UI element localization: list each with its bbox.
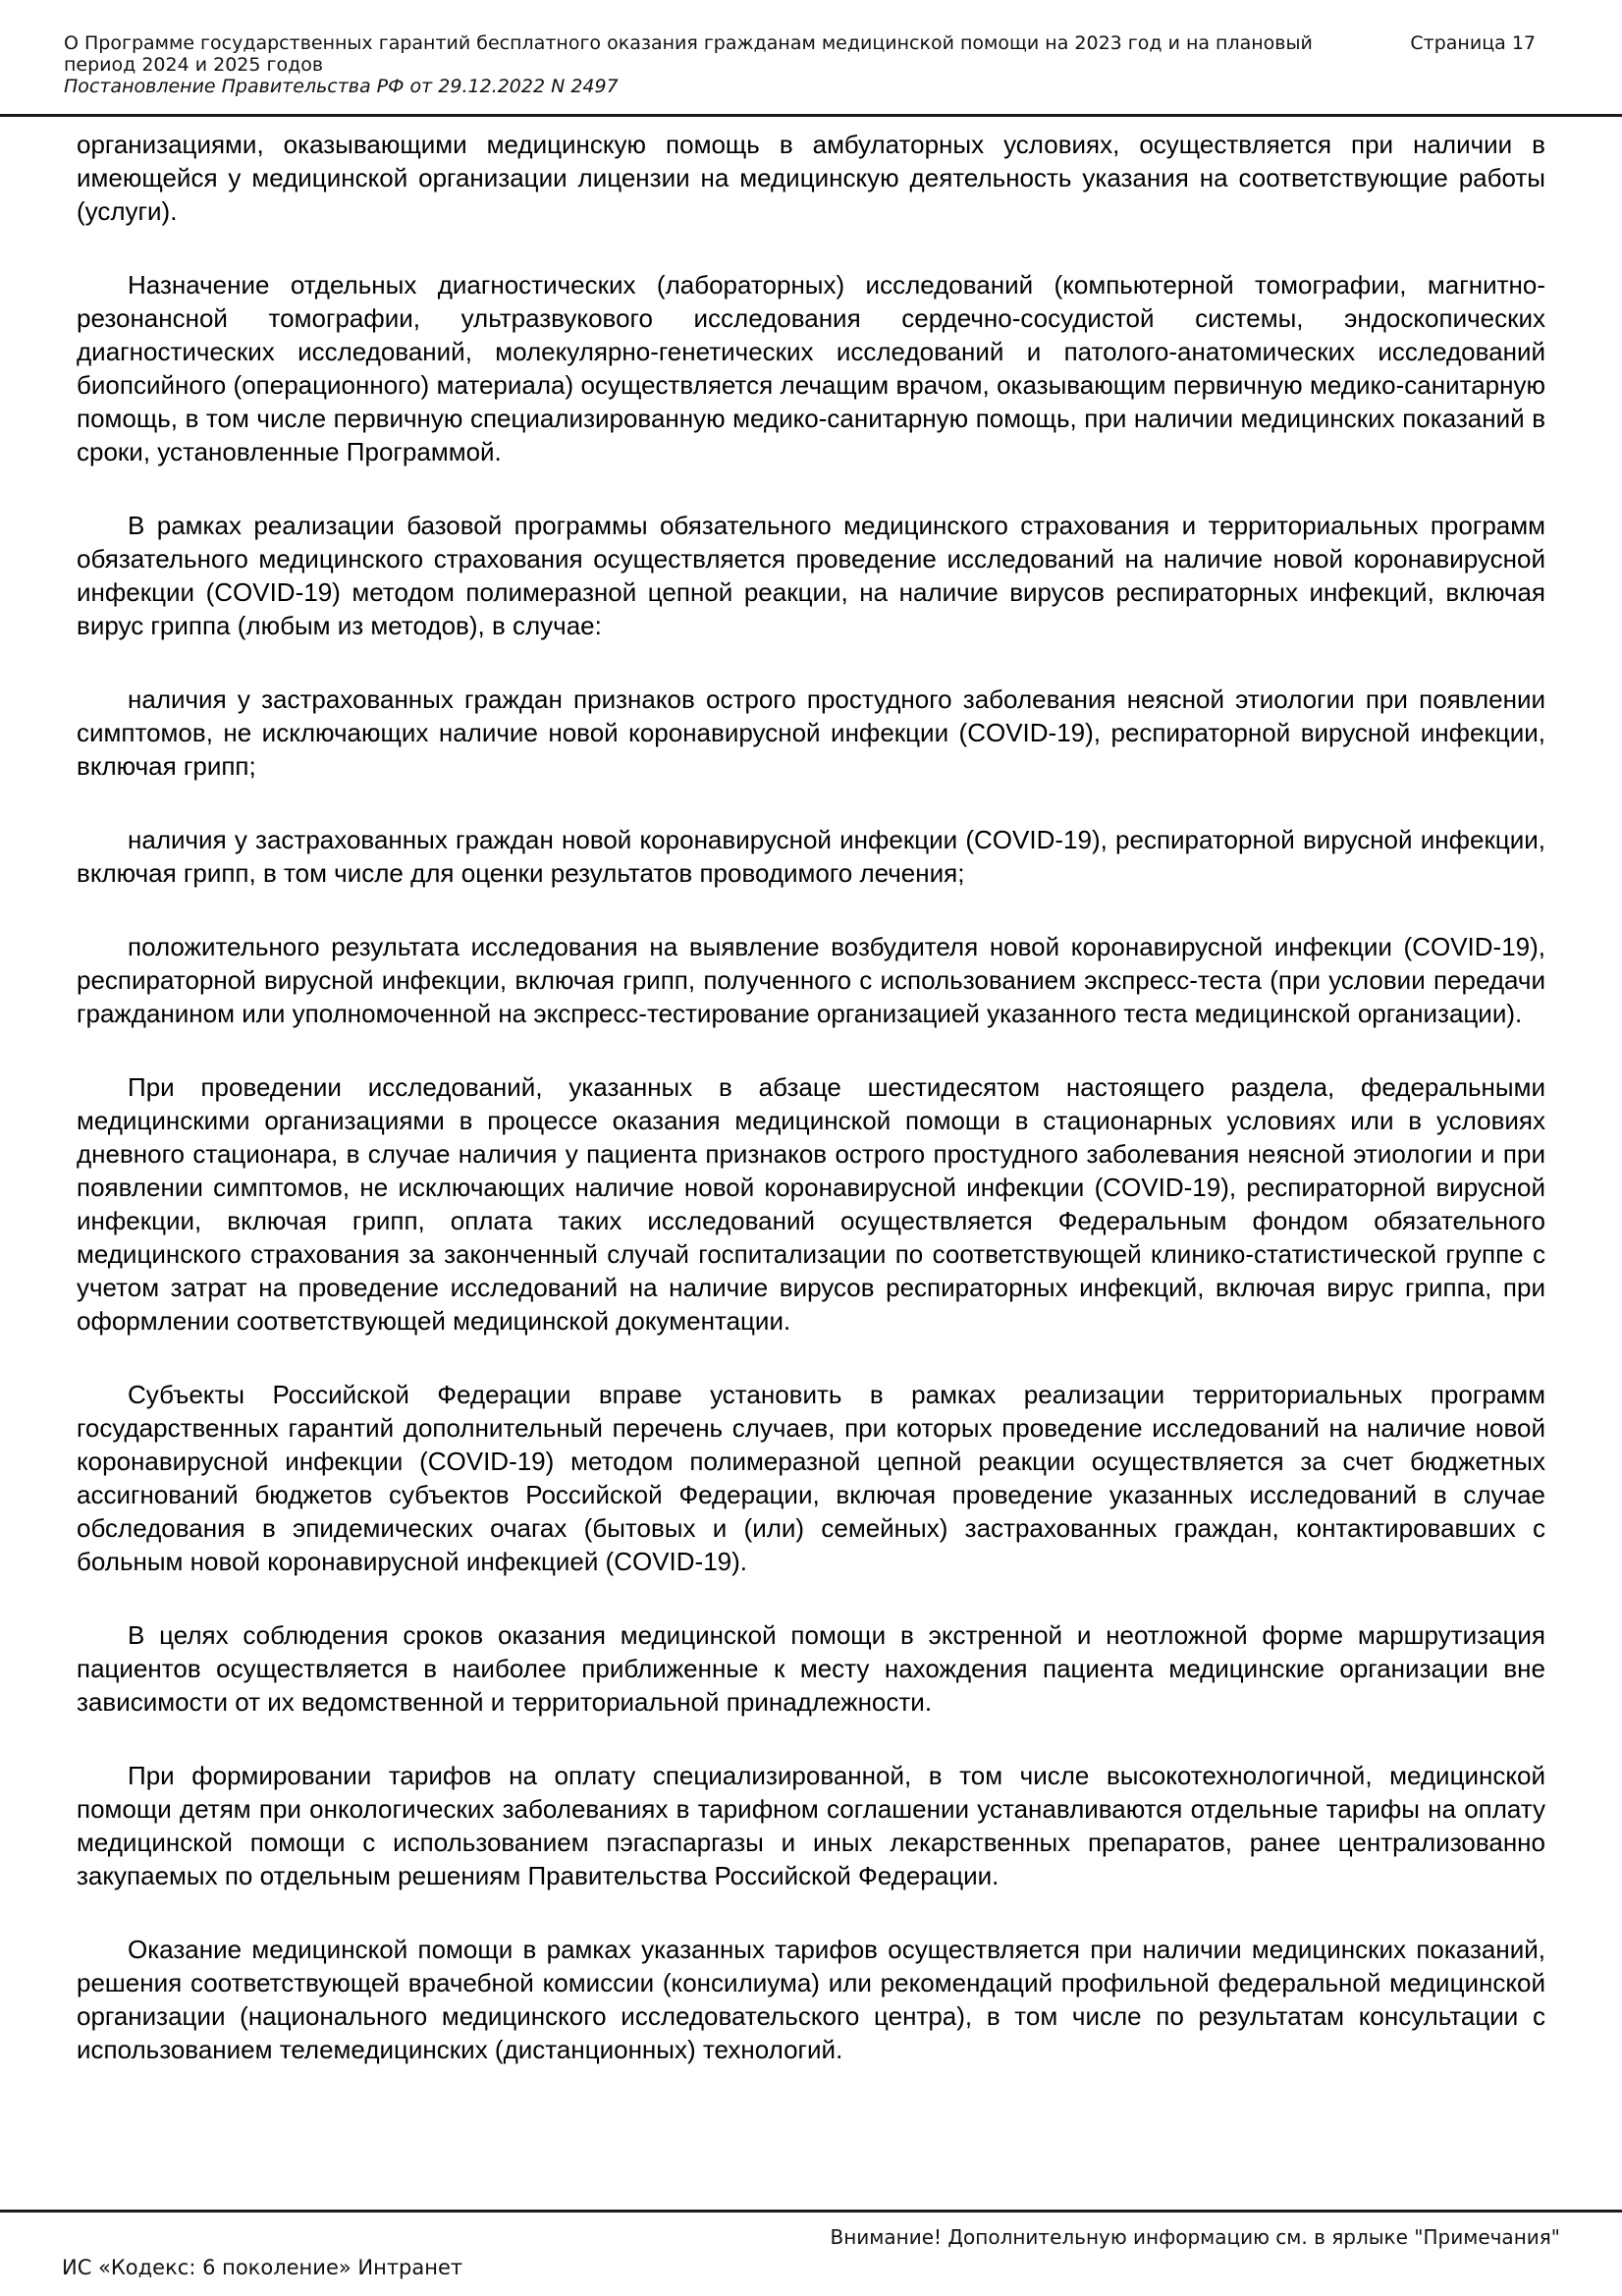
document-footer — [0, 2210, 1622, 2280]
paragraph: наличия у застрахованных граждан признаков острого простудного заболевания неясной этиологии при появлении симптомов, не исключающих наличие новой коронавирусной инфекции (COVID-19), респираторной вирусной инфекции, включая грипп; — [77, 684, 1545, 781]
paragraph: При формировании тарифов на оплату специализированной, в том числе высокотехнологичной, медицинской помощи детям при онкологических заболеваниях в тарифном соглашении устанавливаются отдельные тарифы на оплату медицинской помощи с использованием пэгаспаргазы и иных лекарственных препаратов, ранее централизованно закупаемых по отдельным решениям Правительства Российской Федерации. — [77, 1761, 1545, 1890]
document-body — [0, 117, 1622, 2066]
footer-divider — [0, 2210, 1622, 2213]
paragraph: При проведении исследований, указанных в абзаце шестидесятом настоящего раздела, федеральными медицинскими организациями в процессе оказания медицинской помощи в стационарных условиях или в условиях дневного стационара, в случае наличия у пациента признаков острого простудного заболевания неясной этиологии и при появлении симптомов, не исключающих наличие новой коронавирусной инфекции (COVID-19), респираторной вирусной инфекции, включая грипп, оплата таких исследований осуществляется Федеральным фондом обязательного медицинского страхования за законченный случай госпитализации по соответствующей клинико-статистической группе с учетом затрат на проведение исследований на наличие вирусов респираторных инфекций, включая вирус гриппа, при оформлении соответствующей медицинской документации. — [77, 1072, 1545, 1336]
paragraph: В целях соблюдения сроков оказания медицинской помощи в экстренной и неотложной форме маршрутизация пациентов осуществляется в наиболее приближенные к месту нахождения пациента медицинские организации вне зависимости от их ведомственной и территориальной принадлежности. — [77, 1620, 1545, 1717]
paragraph: Субъекты Российской Федерации вправе установить в рамках реализации территориальных программ государственных гарантий дополнительный перечень случаев, при которых проведение исследований на наличие новой коронавирусной инфекции (COVID-19) методом полимеразной цепной реакции осуществляется за счет бюджетных ассигнований бюджетов субъектов Российской Федерации, включая проведение указанных исследований в случае обследования в эпидемических очагах (бытовых и (или) семейных) застрахованных граждан, контактировавших с больным новой коронавирусной инфекцией (COVID-19). — [77, 1380, 1545, 1576]
paragraph: Назначение отдельных диагностических (лабораторных) исследований (компьютерной томографии, магнитно-резонансной томографии, ультразвукового исследования сердечно-сосудистой системы, эндоскопических диагностических исследований, молекулярно-генетических исследований и патолого-анатомических исследований биопсийного (операционного) материала) осуществляется лечащим врачом, оказывающим первичную медико-санитарную помощь, в том числе первичную специализированную медико-санитарную помощь, при наличии медицинских показаний в сроки, установленные Программой. — [77, 270, 1545, 466]
paragraph: организациями, оказывающими медицинскую помощь в амбулаторных условиях, осуществляется при наличии в имеющейся у медицинской организации лицензии на медицинскую деятельность указания на соответствующие работы (услуги). — [77, 130, 1545, 226]
document-subtitle: Постановление Правительства РФ от 29.12.2022 N 2497 — [64, 76, 619, 97]
page-number-label: Страница 17 — [1410, 32, 1536, 54]
document-title: О Программе государственных гарантий бесплатного оказания гражданам медицинской помощи на 2023 год и на плановый период 2024 и 2025 годов — [64, 32, 1313, 76]
paragraph: В рамках реализации базовой программы обязательного медицинского страхования и территориальных программ обязательного медицинского страхования осуществляется проведение исследований на наличие новой коронавирусной инфекции (COVID-19) методом полимеразной цепной реакции, на наличие вирусов респираторных инфекций, включая вирус гриппа (любым из методов), в случае: — [77, 511, 1545, 640]
footer-system-label: ИС «Кодекс: 6 поколение» Интранет — [62, 2256, 463, 2279]
document-header — [0, 0, 1622, 97]
paragraph: Оказание медицинской помощи в рамках указанных тарифов осуществляется при наличии медицинских показаний, решения соответствующей врачебной комиссии (консилиума) или рекомендаций профильной федеральной медицинской организации (национального медицинского исследовательского центра), в том числе по результатам консультации с использованием телемедицинских (дистанционных) технологий. — [77, 1935, 1545, 2064]
footer-notice: Внимание! Дополнительную информацию см. в ярлыке "Примечания" — [830, 2225, 1560, 2249]
paragraph: положительного результата исследования на выявление возбудителя новой коронавирусной инфекции (COVID-19), респираторной вирусной инфекции, включая грипп, полученного с использованием экспресс-теста (при условии передачи гражданином или уполномоченной на экспресс-тестирование организацией указанного теста медицинской организации). — [77, 932, 1545, 1028]
paragraph: наличия у застрахованных граждан новой коронавирусной инфекции (COVID-19), респираторной вирусной инфекции, включая грипп, в том числе для оценки результатов проводимого лечения; — [77, 825, 1545, 888]
document-header-left — [64, 32, 1370, 97]
